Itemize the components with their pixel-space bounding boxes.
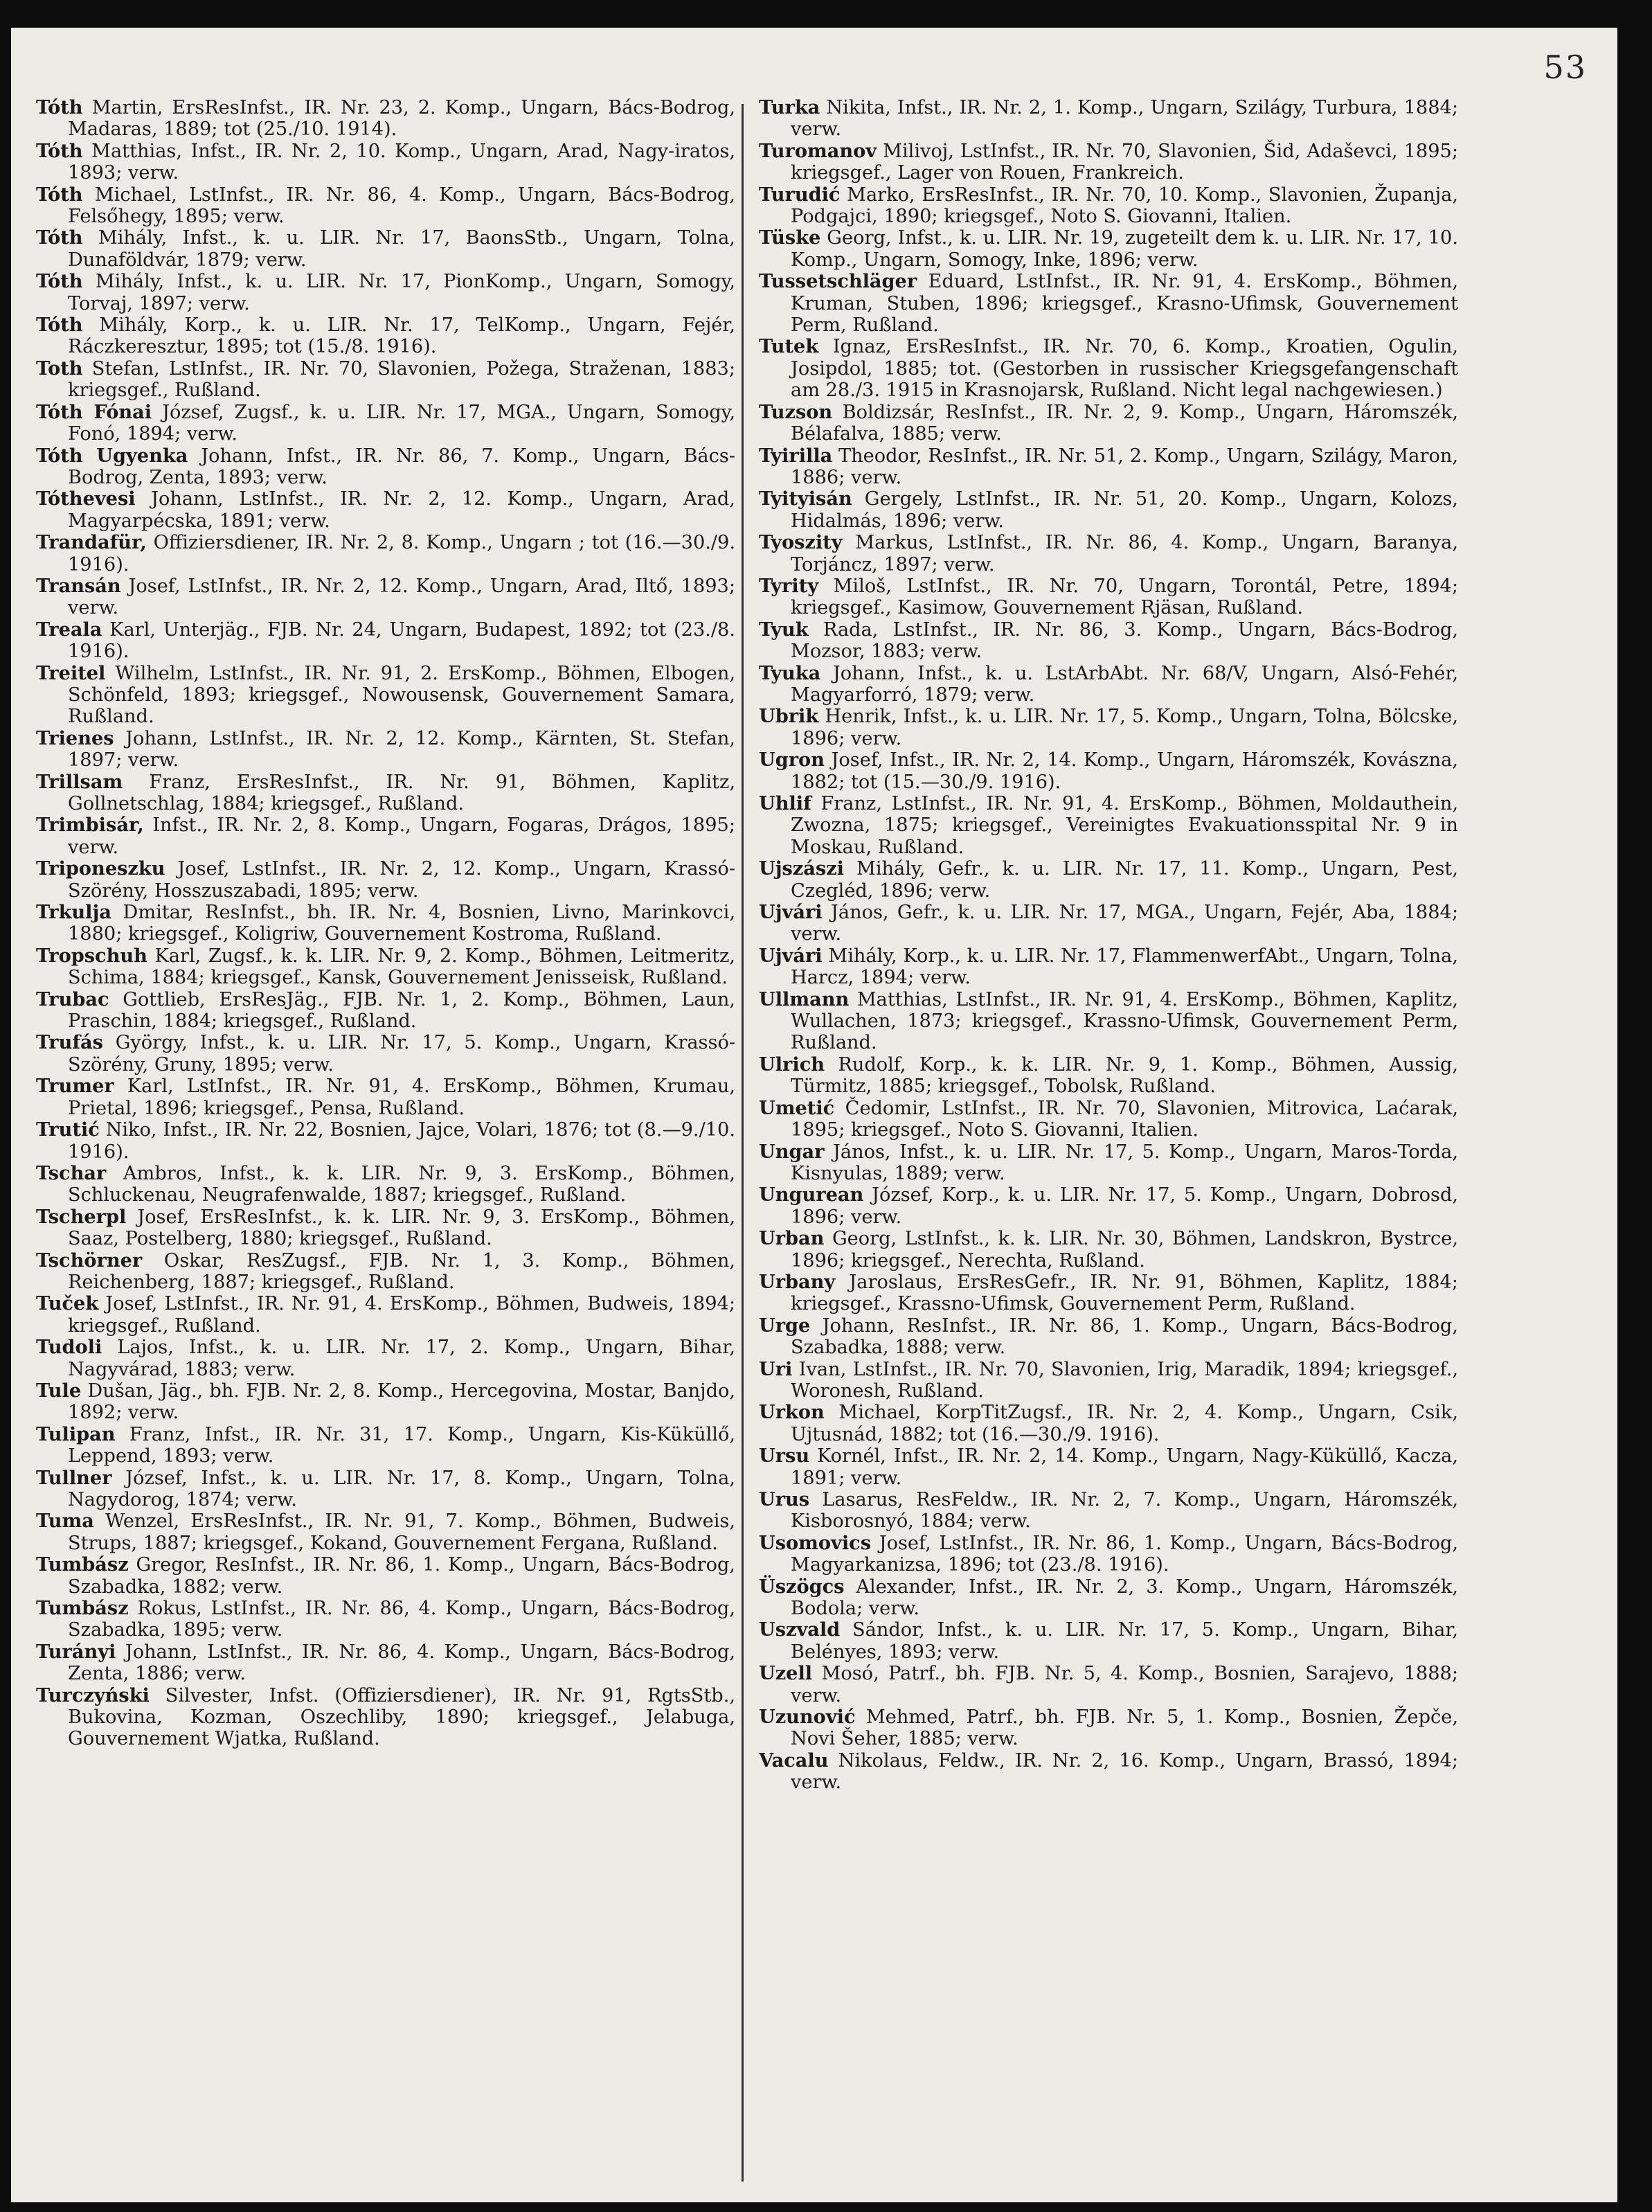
entry-details: Matthias, LstInfst., IR. Nr. 91, 4. ErsKomp., Böhmen, Kaplitz, Wullachen, 1873; kriegsgef., Krassno-Ufimsk, Gouvernement Perm, Rußland. xyxy=(791,988,1458,1054)
entry-details: József, Infst., k. u. LIR. Nr. 17, 8. Komp., Ungarn, Tolna, Nagydorog, 1874; verw. xyxy=(68,1467,735,1510)
entry-details: Nikita, Infst., IR. Nr. 2, 1. Komp., Ungarn, Szilágy, Turbura, 1884; verw. xyxy=(791,97,1458,141)
casualty-entry xyxy=(759,227,1458,271)
casualty-entry xyxy=(36,97,735,141)
entry-details: Boldizsár, ResInfst., IR. Nr. 2, 9. Komp., Ungarn, Háromszék, Bélafalva, 1885; verw. xyxy=(791,401,1458,445)
casualty-entry xyxy=(759,488,1458,532)
entry-surname: Urbany xyxy=(759,1270,836,1293)
entry-surname: Uszvald xyxy=(759,1618,841,1641)
casualty-entry xyxy=(36,663,735,728)
entry-surname: Tulipan xyxy=(36,1422,116,1445)
left-column xyxy=(36,97,735,1750)
entry-surname: Uhlif xyxy=(759,792,811,814)
entry-surname: Turudić xyxy=(759,183,841,206)
entry-details: Michael, KorpTitZugsf., IR. Nr. 2, 4. Komp., Ungarn, Csik, Ujtusnád, 1882; tot (16.—30./9. 1916). xyxy=(791,1402,1458,1445)
entry-surname: Tscherpl xyxy=(36,1205,127,1228)
right-column xyxy=(759,97,1458,1794)
entry-details: Mihály, Infst., k. u. LIR. Nr. 17, BaonsStb., Ungarn, Tolna, Dunaföldvár, 1879; verw. xyxy=(68,227,735,271)
entry-details: Jaroslaus, ErsResGefr., IR. Nr. 91, Böhmen, Kaplitz, 1884; kriegsgef., Krassno-Ufimsk, Gouvernement Perm, Rußland. xyxy=(791,1271,1458,1315)
entry-details: Johann, Infst., IR. Nr. 86, 7. Komp., Ungarn, Bács-Bodrog, Zenta, 1893; verw. xyxy=(68,445,735,488)
entry-details: Offiziersdiener, IR. Nr. 2, 8. Komp., Ungarn ; tot (16.—30./9. 1916). xyxy=(68,532,735,576)
casualty-entry xyxy=(759,184,1458,228)
casualty-entry xyxy=(36,532,735,576)
entry-details: Mihály, Infst., k. u. LIR. Nr. 17, PionKomp., Ungarn, Somogy, Torvaj, 1897; verw. xyxy=(68,271,735,314)
entry-surname: Urban xyxy=(759,1227,825,1250)
entry-details: Johann, LstInfst., IR. Nr. 86, 4. Komp., Ungarn, Bács-Bodrog, Zenta, 1886; verw. xyxy=(68,1641,735,1685)
entry-details: Ignaz, ErsResInfst., IR. Nr. 70, 6. Komp., Kroatien, Ogulin, Josipdol, 1885; tot. (Gestorben in russischer Kriegsgefangenschaft am 28./3. 1915 in Krasnojarsk, Rußland. Nicht legal nachgewiesen.) xyxy=(791,336,1458,402)
entry-details: Gregor, ResInfst., IR. Nr. 86, 1. Komp., Ungarn, Bács-Bodrog, Szabadka, 1882; verw. xyxy=(68,1554,735,1598)
casualty-entry xyxy=(36,445,735,489)
casualty-entry xyxy=(759,1098,1458,1141)
casualty-entry xyxy=(759,1054,1458,1098)
entry-details: Josef, LstInfst., IR. Nr. 91, 4. ErsKomp., Böhmen, Budweis, 1894; kriegsgef., Rußland. xyxy=(68,1293,735,1337)
casualty-entry xyxy=(36,1293,735,1337)
casualty-entry xyxy=(759,1750,1458,1794)
entry-surname: Trutić xyxy=(36,1118,100,1141)
casualty-entry xyxy=(36,814,735,858)
entry-details: Josef, LstInfst., IR. Nr. 86, 1. Komp., Ungarn, Bács-Bodrog, Magyarkanizsa, 1896; tot (23./8. 1916). xyxy=(791,1532,1458,1576)
entry-details: Infst., IR. Nr. 2, 8. Komp., Ungarn, Fogaras, Drágos, 1895; verw. xyxy=(68,814,735,858)
entry-details: Josef, LstInfst., IR. Nr. 2, 12. Komp., Ungarn, Krassó-Szörény, Hosszuszabadi, 1895; verw. xyxy=(68,858,735,902)
entry-surname: Tóth xyxy=(36,96,83,118)
entry-details: Kornél, Infst., IR. Nr. 2, 14. Komp., Ungarn, Nagy-Küküllő, Kacza, 1891; verw. xyxy=(791,1445,1458,1489)
entry-surname: Ullmann xyxy=(759,988,850,1010)
entry-surname: Trimbisár, xyxy=(36,814,144,837)
casualty-entry xyxy=(759,1272,1458,1315)
entry-surname: Umetić xyxy=(759,1096,835,1119)
entry-details: Eduard, LstInfst., IR. Nr. 91, 4. ErsKomp., Böhmen, Kruman, Stuben, 1896; kriegsgef., Krasno-Ufimsk, Gouvernement Perm, Rußland. xyxy=(791,271,1458,337)
entry-surname: Trumer xyxy=(36,1075,114,1098)
entry-surname: Usomovics xyxy=(759,1531,872,1554)
entry-surname: Tudoli xyxy=(36,1336,102,1359)
entry-details: Marko, ErsResInfst., IR. Nr. 70, 10. Komp., Slavonien, Županja, Podgajci, 1890; kriegsgef., Noto S. Giovanni, Italien. xyxy=(791,184,1458,228)
casualty-entry xyxy=(36,1554,735,1598)
entry-surname: Tyityisán xyxy=(759,488,852,510)
entry-surname: Trubac xyxy=(36,988,109,1010)
entry-surname: Urge xyxy=(759,1314,811,1337)
entry-surname: Tyuka xyxy=(759,661,821,684)
entry-details: János, Infst., k. u. LIR. Nr. 17, 5. Komp., Ungarn, Maros-Torda, Kisnyulas, 1889; verw. xyxy=(791,1141,1458,1184)
entry-details: Čedomir, LstInfst., IR. Nr. 70, Slavonien, Mitrovica, Laćarak, 1895; kriegsgef., Noto S. Giovanni, Italien. xyxy=(791,1097,1458,1141)
entry-surname: Tullner xyxy=(36,1466,112,1489)
entry-details: Dušan, Jäg., bh. FJB. Nr. 2, 8. Komp., Hercegovina, Mostar, Banjdo, 1892; verw. xyxy=(68,1380,735,1424)
entry-surname: Tyuk xyxy=(759,618,809,641)
casualty-entry xyxy=(36,1468,735,1511)
casualty-entry xyxy=(36,945,735,989)
entry-details: Josef, ErsResInfst., k. k. LIR. Nr. 9, 3. ErsKomp., Böhmen, Saaz, Postelberg, 1880; kriegsgef., Rußland. xyxy=(68,1206,735,1250)
entry-surname: Uri xyxy=(759,1357,793,1380)
entry-details: Georg, LstInfst., k. k. LIR. Nr. 30, Böhmen, Landskron, Bystrce, 1896; kriegsgef., Nerechta, Rußland. xyxy=(791,1228,1458,1272)
entry-surname: Transán xyxy=(36,574,121,597)
entry-details: József, Zugsf., k. u. LIR. Nr. 17, MGA., Ungarn, Somogy, Fonó, 1894; verw. xyxy=(68,401,735,445)
entry-details: Gergely, LstInfst., IR. Nr. 51, 20. Komp., Ungarn, Kolozs, Hidalmás, 1896; verw. xyxy=(791,488,1458,532)
entry-surname: Tuma xyxy=(36,1510,94,1533)
entry-details: Rudolf, Korp., k. k. LIR. Nr. 9, 1. Komp., Böhmen, Aussig, Türmitz, 1885; kriegsgef., Tobolsk, Rußland. xyxy=(791,1053,1459,1098)
entry-surname: Ujvári xyxy=(759,944,823,967)
casualty-entry xyxy=(759,1359,1458,1402)
entry-details: Stefan, LstInfst., IR. Nr. 70, Slavonien, Požega, Straženan, 1883; kriegsgef., Rußland. xyxy=(68,357,735,402)
entry-details: Lasarus, ResFeldw., IR. Nr. 2, 7. Komp., Ungarn, Háromszék, Kisborosnyó, 1884; verw. xyxy=(791,1489,1458,1533)
casualty-entry xyxy=(36,1163,735,1206)
casualty-entry xyxy=(759,663,1458,706)
casualty-entry xyxy=(759,445,1458,489)
casualty-entry xyxy=(759,402,1458,445)
casualty-entry xyxy=(759,1576,1458,1620)
casualty-entry xyxy=(759,902,1458,945)
casualty-entry xyxy=(759,1706,1458,1750)
entry-details: Rokus, LstInfst., IR. Nr. 86, 4. Komp., Ungarn, Bács-Bodrog, Szabadka, 1895; verw. xyxy=(68,1598,735,1641)
casualty-entry xyxy=(36,1250,735,1294)
casualty-entry xyxy=(36,1510,735,1554)
entry-details: Sándor, Infst., k. u. LIR. Nr. 17, 5. Komp., Ungarn, Bihar, Belényes, 1893; verw. xyxy=(791,1619,1458,1663)
casualty-entry xyxy=(36,1337,735,1380)
entry-details: Michael, LstInfst., IR. Nr. 86, 4. Komp., Ungarn, Bács-Bodrog, Felsőhegy, 1895; verw. xyxy=(68,184,735,228)
casualty-entry xyxy=(759,1489,1458,1533)
entry-surname: Ursu xyxy=(759,1445,810,1468)
casualty-entry xyxy=(36,902,735,945)
casualty-entry xyxy=(36,1119,735,1163)
entry-details: Nikolaus, Feldw., IR. Nr. 2, 16. Komp., Ungarn, Brassó, 1894; verw. xyxy=(791,1749,1458,1794)
casualty-entry xyxy=(36,1076,735,1119)
entry-details: Matthias, Infst., IR. Nr. 2, 10. Komp., Ungarn, Arad, Nagy-iratos, 1893; verw. xyxy=(68,140,735,184)
entry-details: Miloš, LstInfst., IR. Nr. 70, Ungarn, Torontál, Petre, 1894; kriegsgef., Kasimow, Gouvernement Rjäsan, Rußland. xyxy=(791,575,1458,619)
entry-details: Martin, ErsResInfst., IR. Nr. 23, 2. Komp., Ungarn, Bács-Bodrog, Madaras, 1889; tot (25./10. 1914). xyxy=(68,97,735,141)
entry-surname: Urkon xyxy=(759,1401,825,1424)
entry-details: Mihály, Gefr., k. u. LIR. Nr. 17, 11. Komp., Ungarn, Pest, Czegléd, 1896; verw. xyxy=(791,858,1458,902)
entry-details: József, Korp., k. u. LIR. Nr. 17, 5. Komp., Ungarn, Dobrosd, 1896; verw. xyxy=(791,1184,1458,1228)
entry-surname: Ugron xyxy=(759,749,825,771)
entry-surname: Trkulja xyxy=(36,901,111,924)
entry-details: Johann, LstInfst., IR. Nr. 2, 12. Komp., Ungarn, Arad, Magyarpécska, 1891; verw. xyxy=(68,488,735,532)
entry-surname: Ujvári xyxy=(759,901,823,924)
entry-details: Ambros, Infst., k. k. LIR. Nr. 9, 3. ErsKomp., Böhmen, Schluckenau, Neugrafenwalde, 1887; kriegsgef., Rußland. xyxy=(68,1162,735,1206)
casualty-entry xyxy=(759,532,1458,576)
entry-surname: Urus xyxy=(759,1488,810,1510)
casualty-entry xyxy=(36,1206,735,1250)
entry-surname: Ubrik xyxy=(759,705,819,728)
entry-details: Gottlieb, ErsResJäg., FJB. Nr. 1, 2. Komp., Böhmen, Laun, Praschin, 1884; kriegsgef., Rußland. xyxy=(68,988,735,1033)
casualty-entry xyxy=(36,184,735,228)
entry-surname: Tóth xyxy=(36,139,83,162)
casualty-entry xyxy=(759,1619,1458,1663)
casualty-entry xyxy=(759,1315,1458,1359)
page-number: 53 xyxy=(1543,48,1587,86)
entry-surname: Treala xyxy=(36,618,102,641)
entry-details: Niko, Infst., IR. Nr. 22, Bosnien, Jajce, Volari, 1876; tot (8.—9./10. 1916). xyxy=(68,1119,735,1163)
casualty-entry xyxy=(36,728,735,771)
entry-surname: Tutek xyxy=(759,335,819,358)
entry-surname: Trufás xyxy=(36,1031,103,1054)
entry-surname: Tóth Fónai xyxy=(36,400,152,423)
casualty-entry xyxy=(36,227,735,271)
entry-surname: Tumbász xyxy=(36,1597,129,1620)
entry-surname: Ulrich xyxy=(759,1053,825,1076)
entry-details: Theodor, ResInfst., IR. Nr. 51, 2. Komp., Ungarn, Szilágy, Maron, 1886; verw. xyxy=(791,445,1458,488)
entry-surname: Ungar xyxy=(759,1140,825,1163)
entry-details: Oskar, ResZugsf., FJB. Nr. 1, 3. Komp., Böhmen, Reichenberg, 1887; kriegsgef., Rußland. xyxy=(68,1249,735,1293)
entry-details: Josef, LstInfst., IR. Nr. 2, 12. Komp., Ungarn, Arad, Iltő, 1893; verw. xyxy=(68,575,735,619)
entry-surname: Tyoszity xyxy=(759,531,843,554)
entry-details: Markus, LstInfst., IR. Nr. 86, 4. Komp., Ungarn, Baranya, Torjáncz, 1897; verw. xyxy=(791,532,1458,576)
entry-surname: Tóth Ugyenka xyxy=(36,444,188,467)
entry-details: Johann, ResInfst., IR. Nr. 86, 1. Komp., Ungarn, Bács-Bodrog, Szabadka, 1888; verw. xyxy=(791,1314,1458,1359)
entry-details: Dmitar, ResInfst., bh. IR. Nr. 4, Bosnien, Livno, Marinkovci, 1880; kriegsgef., Koligriw, Gouvernement Kostroma, Rußland. xyxy=(68,902,735,945)
casualty-entry xyxy=(36,1032,735,1076)
entry-details: Wenzel, ErsResInfst., IR. Nr. 91, 7. Komp., Böhmen, Budweis, Strups, 1887; kriegsgef., Kokand, Gouvernement Fergana, Rußland. xyxy=(68,1510,735,1554)
entry-details: Mehmed, Patrf., bh. FJB. Nr. 5, 1. Komp., Bosnien, Žepče, Novi Šeher, 1885; verw. xyxy=(791,1706,1458,1750)
entry-details: Milivoj, LstInfst., IR. Nr. 70, Slavonien, Šid, Adaševci, 1895; kriegsgef., Lager von Rouen, Frankreich. xyxy=(791,140,1458,184)
casualty-entry xyxy=(759,945,1458,989)
entry-surname: Tóth xyxy=(36,226,83,249)
entry-surname: Tuzson xyxy=(759,400,833,423)
entry-surname: Tussetschläger xyxy=(759,270,917,293)
casualty-entry xyxy=(36,1424,735,1468)
entry-surname: Tóth xyxy=(36,183,83,206)
casualty-entry xyxy=(759,989,1458,1054)
entry-details: Johann, Infst., k. u. LstArbAbt. Nr. 68/V, Ungarn, Alsó-Fehér, Magyarforró, 1879; verw. xyxy=(791,662,1458,706)
entry-surname: Vacalu xyxy=(759,1749,829,1772)
entry-details: Wilhelm, LstInfst., IR. Nr. 91, 2. ErsKomp., Böhmen, Elbogen, Schönfeld, 1893; kriegsgef., Nowousensk, Gouvernement Samara, Rußland. xyxy=(68,662,735,728)
entry-details: Franz, LstInfst., IR. Nr. 91, 4. ErsKomp., Böhmen, Moldauthein, Zwozna, 1875; kriegsgef., Vereinigtes Evakuationsspital Nr. 9 in Moskau, Rußland. xyxy=(791,793,1458,858)
entry-details: Alexander, Infst., IR. Nr. 2, 3. Komp., Ungarn, Háromszék, Bodola; verw. xyxy=(791,1576,1458,1620)
casualty-entry xyxy=(759,706,1458,749)
entry-surname: Üszögcs xyxy=(759,1575,845,1598)
entry-surname: Tumbász xyxy=(36,1553,129,1576)
casualty-entry xyxy=(36,1598,735,1641)
casualty-entry xyxy=(759,1445,1458,1489)
casualty-entry xyxy=(759,1184,1458,1228)
casualty-entry xyxy=(759,1402,1458,1445)
entry-surname: Tule xyxy=(36,1379,82,1402)
casualty-entry xyxy=(36,576,735,619)
casualty-entry xyxy=(36,1641,735,1685)
entry-details: Franz, Infst., IR. Nr. 31, 17. Komp., Ungarn, Kis-Küküllő, Leppend, 1893; verw. xyxy=(68,1423,735,1468)
entry-details: Franz, ErsResInfst., IR. Nr. 91, Böhmen, Kaplitz, Gollnetschlag, 1884; kriegsgef., Rußland. xyxy=(68,771,735,814)
entry-surname: Tóth xyxy=(36,270,83,293)
casualty-entry xyxy=(36,771,735,815)
entry-details: Karl, Unterjäg., FJB. Nr. 24, Ungarn, Budapest, 1892; tot (23./8. 1916). xyxy=(68,618,735,663)
casualty-entry xyxy=(36,358,735,402)
entry-surname: Treitel xyxy=(36,661,106,684)
entry-surname: Turczyński xyxy=(36,1684,150,1706)
casualty-entry xyxy=(759,749,1458,793)
casualty-entry xyxy=(759,793,1458,858)
entry-surname: Turomanov xyxy=(759,139,877,162)
entry-surname: Uzell xyxy=(759,1662,813,1685)
entry-details: Mihály, Korp., k. u. LIR. Nr. 17, TelKomp., Ungarn, Fejér, Ráczkeresztur, 1895; tot (15./8. 1916). xyxy=(68,314,735,358)
casualty-entry xyxy=(36,1380,735,1424)
casualty-entry xyxy=(36,989,735,1033)
casualty-entry xyxy=(759,336,1458,401)
casualty-entry xyxy=(759,1663,1458,1706)
entry-surname: Turka xyxy=(759,96,820,118)
casualty-entry xyxy=(759,1533,1458,1576)
entry-details: Lajos, Infst., k. u. LIR. Nr. 17, 2. Komp., Ungarn, Bihar, Nagyvárad, 1883; verw. xyxy=(68,1337,735,1380)
entry-surname: Trandafür, xyxy=(36,531,147,554)
casualty-entry xyxy=(759,141,1458,184)
entry-surname: Ujszászi xyxy=(759,857,844,880)
entry-surname: Uzunović xyxy=(759,1706,856,1729)
entry-surname: Tuček xyxy=(36,1292,99,1315)
entry-surname: Turányi xyxy=(36,1640,116,1663)
casualty-entry xyxy=(759,1228,1458,1272)
entry-details: Ivan, LstInfst., IR. Nr. 70, Slavonien, Irig, Maradik, 1894; kriegsgef., Woronesh, Rußland. xyxy=(791,1358,1458,1402)
casualty-entry xyxy=(759,619,1458,663)
entry-surname: Tyrity xyxy=(759,574,819,597)
entry-surname: Tschar xyxy=(36,1161,107,1184)
entry-details: Georg, Infst., k. u. LIR. Nr. 19, zugeteilt dem k. u. LIR. Nr. 17, 10. Komp., Ungarn, Somogy, Inke, 1896; verw. xyxy=(791,227,1458,271)
entry-surname: Trillsam xyxy=(36,770,123,793)
casualty-entry xyxy=(759,576,1458,619)
entry-details: Karl, LstInfst., IR. Nr. 91, 4. ErsKomp., Böhmen, Krumau, Prietal, 1896; kriegsgef., Pensa, Rußland. xyxy=(68,1076,735,1119)
casualty-entry xyxy=(36,271,735,314)
entry-surname: Tüske xyxy=(759,226,821,249)
casualty-entry xyxy=(36,1685,735,1750)
entry-details: Henrik, Infst., k. u. LIR. Nr. 17, 5. Komp., Ungarn, Tolna, Bölcske, 1896; verw. xyxy=(791,706,1458,749)
entry-details: Josef, Infst., IR. Nr. 2, 14. Komp., Ungarn, Háromszék, Kovászna, 1882; tot (15.—30./9. 1916). xyxy=(791,749,1458,793)
casualty-entry xyxy=(36,402,735,445)
entry-details: János, Gefr., k. u. LIR. Nr. 17, MGA., Ungarn, Fejér, Aba, 1884; verw. xyxy=(791,902,1458,945)
casualty-entry xyxy=(36,858,735,902)
entry-surname: Tyirilla xyxy=(759,444,833,467)
casualty-entry xyxy=(36,141,735,184)
entry-surname: Tropschuh xyxy=(36,944,147,967)
entry-details: Silvester, Infst. (Offiziersdiener), IR. Nr. 91, RgtsStb., Bukovina, Kozman, Oszechliby, 1890; kriegsgef., Jelabuga, Gouvernement Wjatka, Rußland. xyxy=(68,1684,735,1750)
casualty-entry xyxy=(36,488,735,532)
entry-surname: Tschörner xyxy=(36,1249,143,1272)
entry-details: Karl, Zugsf., k. k. LIR. Nr. 9, 2. Komp., Böhmen, Leitmeritz, Schima, 1884; kriegsgef., Kansk, Gouvernement Jenisseisk, Rußland. xyxy=(68,945,735,989)
entry-surname: Tóthevesi xyxy=(36,488,136,510)
casualty-entry xyxy=(759,271,1458,336)
entry-details: Mihály, Korp., k. u. LIR. Nr. 17, FlammenwerfAbt., Ungarn, Tolna, Harcz, 1894; verw. xyxy=(791,945,1458,989)
casualty-entry xyxy=(36,619,735,663)
document-page xyxy=(11,28,1617,2202)
entry-details: György, Infst., k. u. LIR. Nr. 17, 5. Komp., Ungarn, Krassó-Szörény, Gruny, 1895; verw. xyxy=(68,1032,735,1076)
entry-details: Mosó, Patrf., bh. FJB. Nr. 5, 4. Komp., Bosnien, Sarajevo, 1888; verw. xyxy=(791,1663,1458,1706)
column-divider xyxy=(742,104,744,2182)
entry-surname: Toth xyxy=(36,357,83,380)
casualty-entry xyxy=(759,1141,1458,1185)
entry-details: Johann, LstInfst., IR. Nr. 2, 12. Komp., Kärnten, St. Stefan, 1897; verw. xyxy=(68,727,735,771)
entry-surname: Triponeszku xyxy=(36,857,165,880)
entry-surname: Ungurean xyxy=(759,1184,864,1206)
casualty-entry xyxy=(759,858,1458,902)
casualty-entry xyxy=(36,314,735,358)
entry-details: Rada, LstInfst., IR. Nr. 86, 3. Komp., Ungarn, Bács-Bodrog, Mozsor, 1883; verw. xyxy=(791,618,1458,663)
entry-surname: Tóth xyxy=(36,314,83,337)
entry-surname: Trienes xyxy=(36,726,114,749)
casualty-entry xyxy=(759,97,1458,141)
